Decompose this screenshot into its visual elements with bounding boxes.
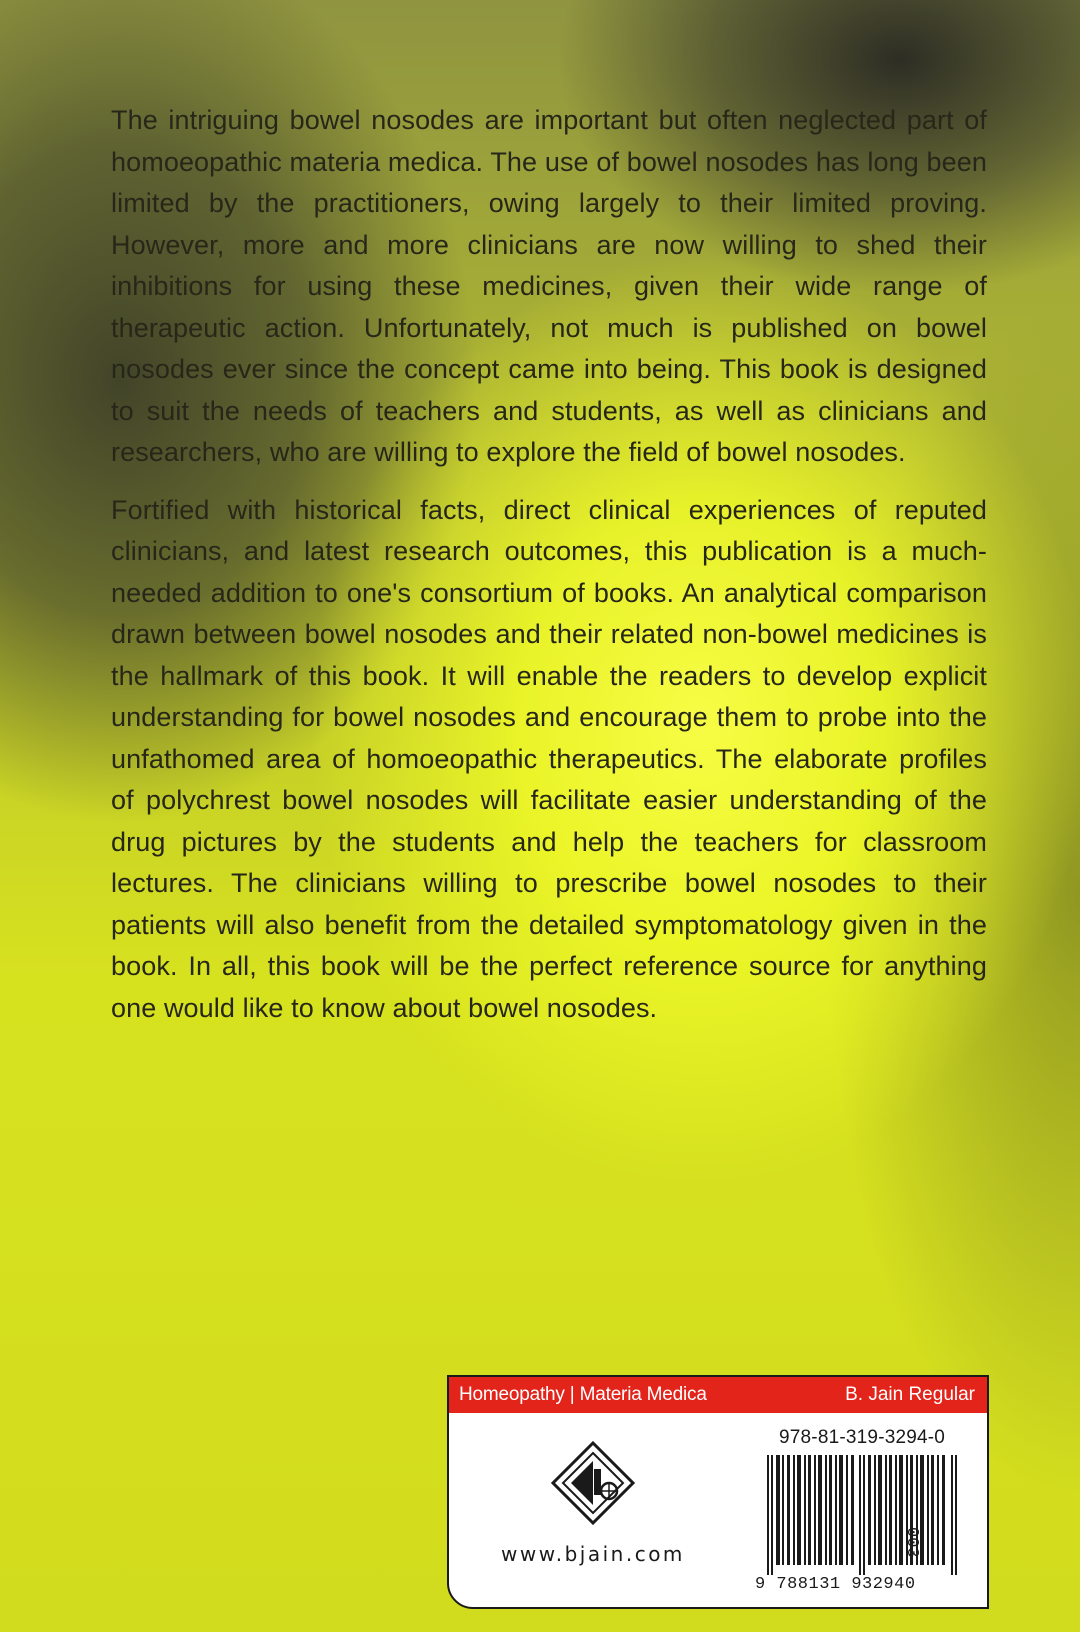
isbn-number: 978-81-319-3294-0 [779, 1427, 946, 1448]
series-name: B. Jain Regular [845, 1384, 975, 1405]
price-code: 003 [902, 1527, 921, 1558]
website-url: www.bjain.com [501, 1542, 685, 1566]
book-description [111, 100, 987, 1045]
publisher-logo-icon [549, 1439, 637, 1527]
subject-category: Homeopathy | Materia Medica [459, 1384, 707, 1405]
barcode-digits: 9 788131 932940 [755, 1575, 916, 1594]
category-bar [449, 1377, 987, 1413]
description-paragraph-2: Fortified with historical facts, direct clinical experiences of reputed clinicians, and latest research outcomes, this publication is a much-needed addition to one's consortium of books. An analytical comparison drawn between bowel nosodes and their related non-bowel medicines is the hallmark of this book. It will enable the readers to develop explicit understanding for bowel nosodes and encourage them to probe into the unfathomed area of homoeopathic therapeutics. The elaborate profiles of polychrest bowel nosodes will facilitate easier understanding of the drug pictures by the students and help the teachers for classroom lectures. The clinicians willing to prescribe bowel nosodes to their patients will also benefit from the detailed symptomatology given in the book. In all, this book will be the perfect reference source for anything one would like to know about bowel nosodes. [111, 494, 987, 1023]
publisher-label-box [447, 1375, 989, 1609]
description-paragraph-1: The intriguing bowel nosodes are important but often neglected part of homoeopathic materia medica. The use of bowel nosodes has long been limited by the practitioners, owing largely to their limited proving. However, more and more clinicians are now willing to shed their inhibitions for using these medicines, given their wide range of therapeutic action. Unfortunately, not much is published on bowel nosodes ever since the concept came into being. This book is designed to suit the needs of teachers and students, as well as clinicians and researchers, who are willing to explore the field of bowel nosodes. [111, 105, 987, 467]
barcode-icon [767, 1455, 963, 1575]
